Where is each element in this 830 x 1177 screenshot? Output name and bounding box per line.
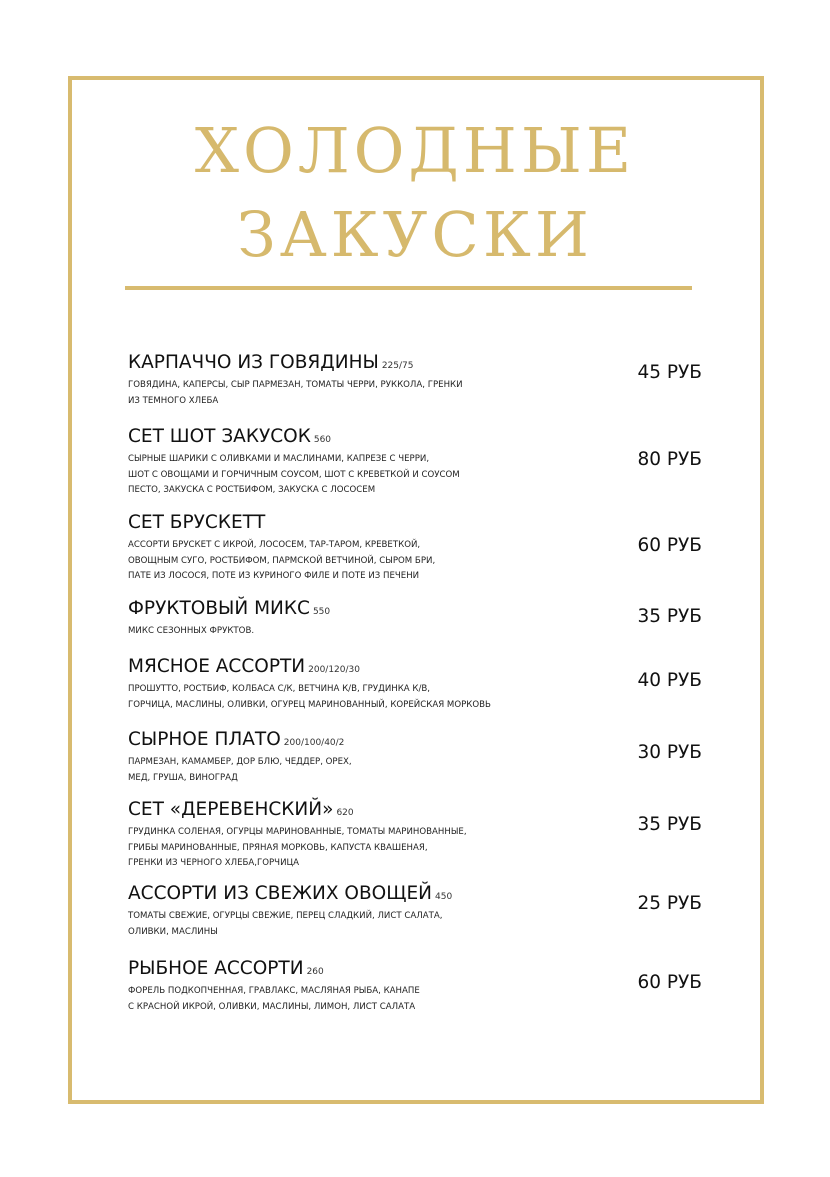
item-description: ПРОШУТТО, РОСТБИФ, КОЛБАСА С/К, ВЕТЧИНА К/В, ГРУДИНКА К/В,	[128, 684, 431, 694]
item-price: 80 РУБ	[637, 449, 702, 470]
item-description: ПАТЕ ИЗ ЛОСОСЯ, ПОТЕ ИЗ КУРИНОГО ФИЛЕ И ПОТЕ ИЗ ПЕЧЕНИ	[128, 571, 420, 581]
item-weight: 560	[313, 435, 332, 445]
item-name: РЫБНОЕ АССОРТИ	[128, 958, 304, 979]
item-name: СЫРНОЕ ПЛАТО	[128, 729, 281, 750]
item-name: АССОРТИ ИЗ СВЕЖИХ ОВОЩЕЙ	[128, 883, 433, 904]
item-description: ГРИБЫ МАРИНОВАННЫЕ, ПРЯНАЯ МОРКОВЬ, КАПУСТА КВАШЕНАЯ,	[128, 842, 428, 853]
item-description: ОЛИВКИ, МАСЛИНЫ	[128, 926, 218, 937]
item-weight: 260	[306, 967, 324, 977]
menu-item	[128, 883, 598, 939]
item-name: ФРУКТОВЫЙ МИКС	[128, 598, 310, 619]
item-description: ФОРЕЛЬ ПОДКОПЧЕННАЯ, ГРАВЛАКС, МАСЛЯНАЯ РЫБА, КАНАПЕ	[128, 986, 420, 996]
item-weight: 200/100/40/2	[283, 738, 345, 748]
item-price: 30 РУБ	[637, 742, 702, 763]
item-weight: 200/120/30	[308, 665, 360, 675]
item-weight: 620	[336, 808, 354, 818]
item-price: 40 РУБ	[637, 670, 702, 691]
item-description: МЕД, ГРУША, ВИНОГРАД	[128, 772, 238, 783]
menu-title-line1: ХОЛОДНЫЕ	[194, 114, 636, 187]
item-weight: 225/75	[381, 361, 414, 371]
item-description: ШОТ С ОВОЩАМИ И ГОРЧИЧНЫМ СОУСОМ, ШОТ С КРЕВЕТКОЙ И СОУСОМ	[128, 469, 460, 480]
item-description: СЫРНЫЕ ШАРИКИ С ОЛИВКАМИ И МАСЛИНАМИ, КАПРЕЗЕ С ЧЕРРИ,	[128, 454, 430, 464]
item-description: ГРЕНКИ ИЗ ЧЕРНОГО ХЛЕБА,ГОРЧИЦА	[128, 858, 300, 868]
item-description: МИКС СЕЗОННЫХ ФРУКТОВ.	[128, 626, 255, 636]
menu-item	[128, 512, 598, 584]
menu-item	[128, 729, 598, 785]
item-description: ОВОЩНЫМ СУГО, РОСТБИФОМ, ПАРМСКОЙ ВЕТЧИНОЙ, СЫРОМ БРИ,	[128, 555, 436, 566]
item-name: СЕТ БРУСКЕТТ	[128, 512, 266, 533]
item-description: ТОМАТЫ СВЕЖИЕ, ОГУРЦЫ СВЕЖИЕ, ПЕРЕЦ СЛАДКИЙ, ЛИСТ САЛАТА,	[128, 911, 443, 921]
item-description: ГОРЧИЦА, МАСЛИНЫ, ОЛИВКИ, ОГУРЕЦ МАРИНОВАННЫЙ, КОРЕЙСКАЯ МОРКОВЬ	[128, 699, 491, 710]
item-price: 60 РУБ	[637, 972, 702, 993]
menu-item	[128, 426, 598, 498]
item-price: 25 РУБ	[637, 893, 702, 914]
item-price: 35 РУБ	[637, 814, 702, 835]
item-name: СЕТ ШОТ ЗАКУСОК	[128, 426, 311, 447]
item-weight: 550	[312, 607, 331, 617]
menu-title-line2: ЗАКУСКИ	[237, 198, 593, 271]
item-description: ПАРМЕЗАН, КАМАМБЕР, ДОР БЛЮ, ЧЕДДЕР, ОРЕХ,	[128, 757, 352, 767]
item-description: ПЕСТО, ЗАКУСКА С РОСТБИФОМ, ЗАКУСКА С ЛОСОСЕМ	[128, 485, 376, 495]
item-description: С КРАСНОЙ ИКРОЙ, ОЛИВКИ, МАСЛИНЫ, ЛИМОН, ЛИСТ САЛАТА	[128, 1001, 416, 1012]
item-name: КАРПАЧЧО ИЗ ГОВЯДИНЫ	[128, 352, 379, 373]
item-price: 45 РУБ	[637, 362, 702, 383]
item-description: ГРУДИНКА СОЛЕНАЯ, ОГУРЦЫ МАРИНОВАННЫЕ, ТОМАТЫ МАРИНОВАННЫЕ,	[128, 827, 467, 837]
item-description: ИЗ ТЕМНОГО ХЛЕБА	[128, 395, 219, 406]
item-price: 60 РУБ	[637, 535, 702, 556]
item-name: МЯСНОЕ АССОРТИ	[128, 656, 306, 677]
item-name: СЕТ «ДЕРЕВЕНСКИЙ»	[128, 799, 334, 820]
menu-item	[128, 799, 598, 871]
item-description: АССОРТИ БРУСКЕТ С ИКРОЙ, ЛОСОСЕМ, ТАР-ТАРОМ, КРЕВЕТКОЙ,	[128, 540, 421, 550]
item-description: ГОВЯДИНА, КАПЕРСЫ, СЫР ПАРМЕЗАН, ТОМАТЫ ЧЕРРИ, РУККОЛА, ГРЕНКИ	[128, 380, 463, 390]
menu-item	[128, 656, 598, 712]
item-weight: 450	[435, 892, 453, 902]
menu-item	[128, 598, 598, 639]
menu-item	[128, 958, 598, 1014]
item-price: 35 РУБ	[637, 606, 702, 627]
title-underline	[125, 286, 692, 290]
menu-item	[128, 352, 598, 408]
